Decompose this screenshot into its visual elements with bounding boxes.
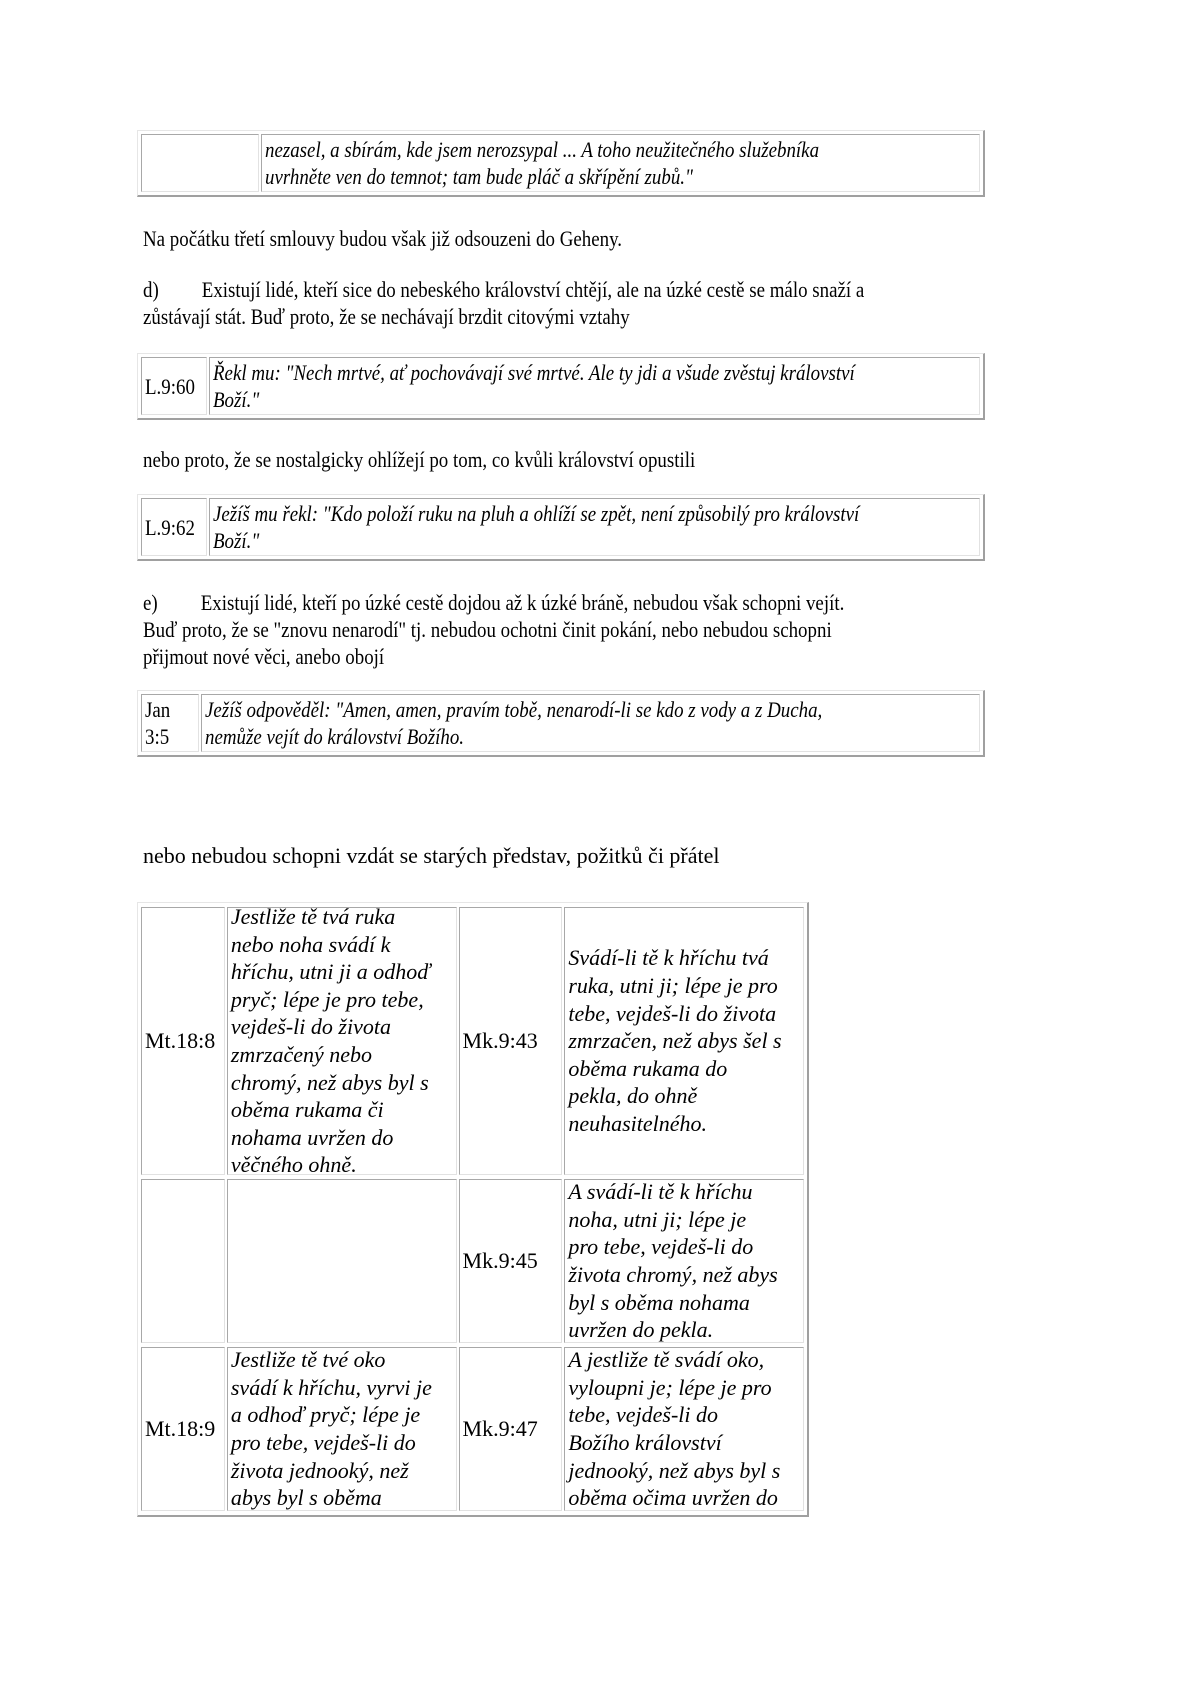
- table-row: [140, 497, 981, 557]
- quote-line: Jestliže tě tvá ruka: [230, 904, 396, 930]
- quote-line: uvržen do pekla.: [568, 1317, 714, 1343]
- quote-line: zmrzačen, než abys šel s: [568, 1028, 782, 1054]
- verse-reference: Mt.18:8: [145, 1028, 216, 1054]
- paragraph-gehenna: [143, 225, 1063, 252]
- paragraph-text: nebo proto, že se nostalgicky ohlížejí po tom, co kvůli království opustili: [143, 447, 696, 472]
- quote-line: Svádí-li tě k hříchu tvá: [568, 945, 769, 971]
- quote-line: Boží.": [213, 528, 260, 553]
- quote-line: chromý, než abys byl s: [230, 1069, 429, 1095]
- verse-reference: Mk.9:45: [462, 1248, 538, 1274]
- table-row: [140, 905, 805, 1177]
- paragraph-e: [143, 589, 1063, 670]
- table-row: [140, 1345, 805, 1513]
- quote-line: pekla, do ohně: [568, 1083, 698, 1109]
- quote-line: uvrhněte ven do temnot; tam bude pláč a skřípění zubů.": [264, 164, 693, 189]
- reference-cell-empty: [141, 1179, 225, 1343]
- verse-reference: L.9:62: [145, 514, 195, 540]
- quote-line: svádí k hříchu, vyrvi je: [230, 1374, 432, 1400]
- quote-line: byl s oběma nohama: [568, 1289, 750, 1315]
- quote-cell: [227, 904, 457, 1178]
- parallel-verses-table: [137, 902, 809, 1517]
- quote-cell: [564, 1179, 804, 1343]
- quote-cell: [209, 357, 980, 415]
- quote-line: jednooký, než abys byl s: [568, 1457, 781, 1483]
- quote-line: oběma rukama do: [568, 1055, 728, 1081]
- verse-reference: Mt.18:9: [145, 1416, 216, 1442]
- quote-line: tebe, vejdeš-li do života: [568, 1000, 777, 1026]
- quote-table-john-3-5: [137, 690, 985, 757]
- verse-reference-line: 3:5: [145, 724, 170, 749]
- reference-cell-empty: [141, 134, 259, 192]
- quote-line: života jednooký, než: [230, 1457, 409, 1483]
- quote-line: oběma očima uvržen do: [568, 1485, 778, 1511]
- quote-cell: [201, 694, 980, 752]
- quote-line: nohama uvržen do: [230, 1124, 394, 1150]
- table-row: [140, 1177, 805, 1345]
- quote-line: hříchu, utni ji a odhoď: [230, 959, 431, 985]
- quote-line: věčného ohně.: [230, 1152, 357, 1178]
- paragraph-line: Existují lidé, kteří sice do nebeského království chtějí, ale na úzké cestě se málo snaží a: [201, 277, 865, 302]
- quote-line: A jestliže tě svádí oko,: [568, 1347, 765, 1373]
- quote-line: Jestliže tě tvé oko: [230, 1347, 386, 1373]
- table-row: [140, 693, 981, 753]
- quote-table-luke-9-62: [137, 494, 985, 561]
- quote-line: pro tebe, vejdeš-li do: [230, 1430, 416, 1455]
- quote-line: Boží.": [213, 387, 260, 412]
- quote-line: noha, utni ji; lépe je: [568, 1206, 747, 1232]
- quote-table-luke-9-60: [137, 353, 985, 420]
- quote-line: nemůže vejít do království Božího.: [204, 724, 464, 749]
- quote-table-continuation: [137, 130, 985, 197]
- quote-line: vejdeš-li do života: [230, 1014, 391, 1040]
- paragraph-line: zůstávají stát. Buď proto, že se nechávají brzdit citovými vztahy: [143, 304, 630, 329]
- quote-line: neuhasitelného.: [568, 1110, 708, 1136]
- paragraph-line: Buď proto, že se "znovu nenarodí" tj. nebudou ochotni činit pokání, nebo nebudou schopni: [143, 617, 832, 642]
- quote-line: pro tebe, vejdeš-li do: [568, 1234, 754, 1260]
- quote-line: zmrzačený nebo: [230, 1042, 373, 1067]
- table-row: [140, 356, 981, 416]
- paragraph-text: nebo nebudou schopni vzdát se starých představ, požitků či přátel: [143, 843, 720, 868]
- paragraph-old-ideas: [143, 842, 720, 869]
- quote-line: pryč; lépe je pro tebe,: [230, 986, 424, 1012]
- quote-cell-empty: [227, 1179, 457, 1343]
- quote-line: vyloupni je; lépe je pro: [568, 1374, 772, 1400]
- quote-line: života chromý, než abys: [568, 1262, 778, 1287]
- quote-cell: [261, 134, 980, 192]
- reference-cell: [141, 694, 199, 752]
- reference-cell: [459, 1179, 563, 1343]
- quote-line: abys byl s oběma: [230, 1485, 382, 1511]
- quote-cell: [209, 498, 980, 556]
- list-marker: e): [143, 590, 158, 615]
- paragraph-line: Existují lidé, kteří po úzké cestě dojdou až k úzké bráně, nebudou však schopni vejít.: [200, 590, 845, 615]
- reference-cell: [459, 1347, 563, 1511]
- reference-cell: [141, 357, 207, 415]
- reference-cell: [141, 1347, 225, 1511]
- list-marker: d): [143, 277, 159, 302]
- paragraph-nostalgia: [143, 446, 1063, 473]
- quote-line: A svádí-li tě k hříchu: [568, 1179, 753, 1205]
- quote-line: nebo noha svádí k: [230, 931, 391, 957]
- quote-line: Ježíš odpověděl: "Amen, amen, pravím tobě, nenarodí-li se kdo z vody a z Ducha,: [204, 697, 823, 722]
- quote-line: tebe, vejdeš-li do: [568, 1402, 719, 1428]
- quote-line: Božího království: [568, 1430, 722, 1455]
- quote-line: ruka, utni ji; lépe je pro: [568, 973, 778, 999]
- quote-cell: [227, 1347, 457, 1511]
- paragraph-line: přijmout nové věci, anebo obojí: [143, 644, 385, 669]
- table-row: [140, 133, 981, 193]
- paragraph-d: [143, 276, 1063, 330]
- quote-line: oběma rukama či: [230, 1097, 384, 1123]
- quote-line: Ježíš mu řekl: "Kdo položí ruku na pluh a ohlíží se zpět, není způsobilý pro království: [213, 501, 860, 526]
- reference-cell: [141, 907, 225, 1175]
- quote-line: Řekl mu: "Nech mrtvé, ať pochovávají své mrtvé. Ale ty jdi a všude zvěstuj království: [213, 360, 855, 385]
- quote-line: nezasel, a sbírám, kde jsem nerozsypal ... A toho neužitečného služebníka: [264, 137, 819, 162]
- quote-cell: [564, 1347, 804, 1511]
- verse-reference-line: Jan: [145, 697, 171, 722]
- verse-reference: L.9:60: [145, 373, 195, 399]
- paragraph-text: Na počátku třetí smlouvy budou však již odsouzeni do Geheny.: [143, 226, 623, 251]
- verse-reference: Mk.9:47: [462, 1416, 538, 1442]
- quote-line: a odhoď pryč; lépe je: [230, 1402, 421, 1428]
- verse-reference: Mk.9:43: [462, 1028, 538, 1054]
- quote-cell: [564, 907, 804, 1175]
- reference-cell: [141, 498, 207, 556]
- reference-cell: [459, 907, 563, 1175]
